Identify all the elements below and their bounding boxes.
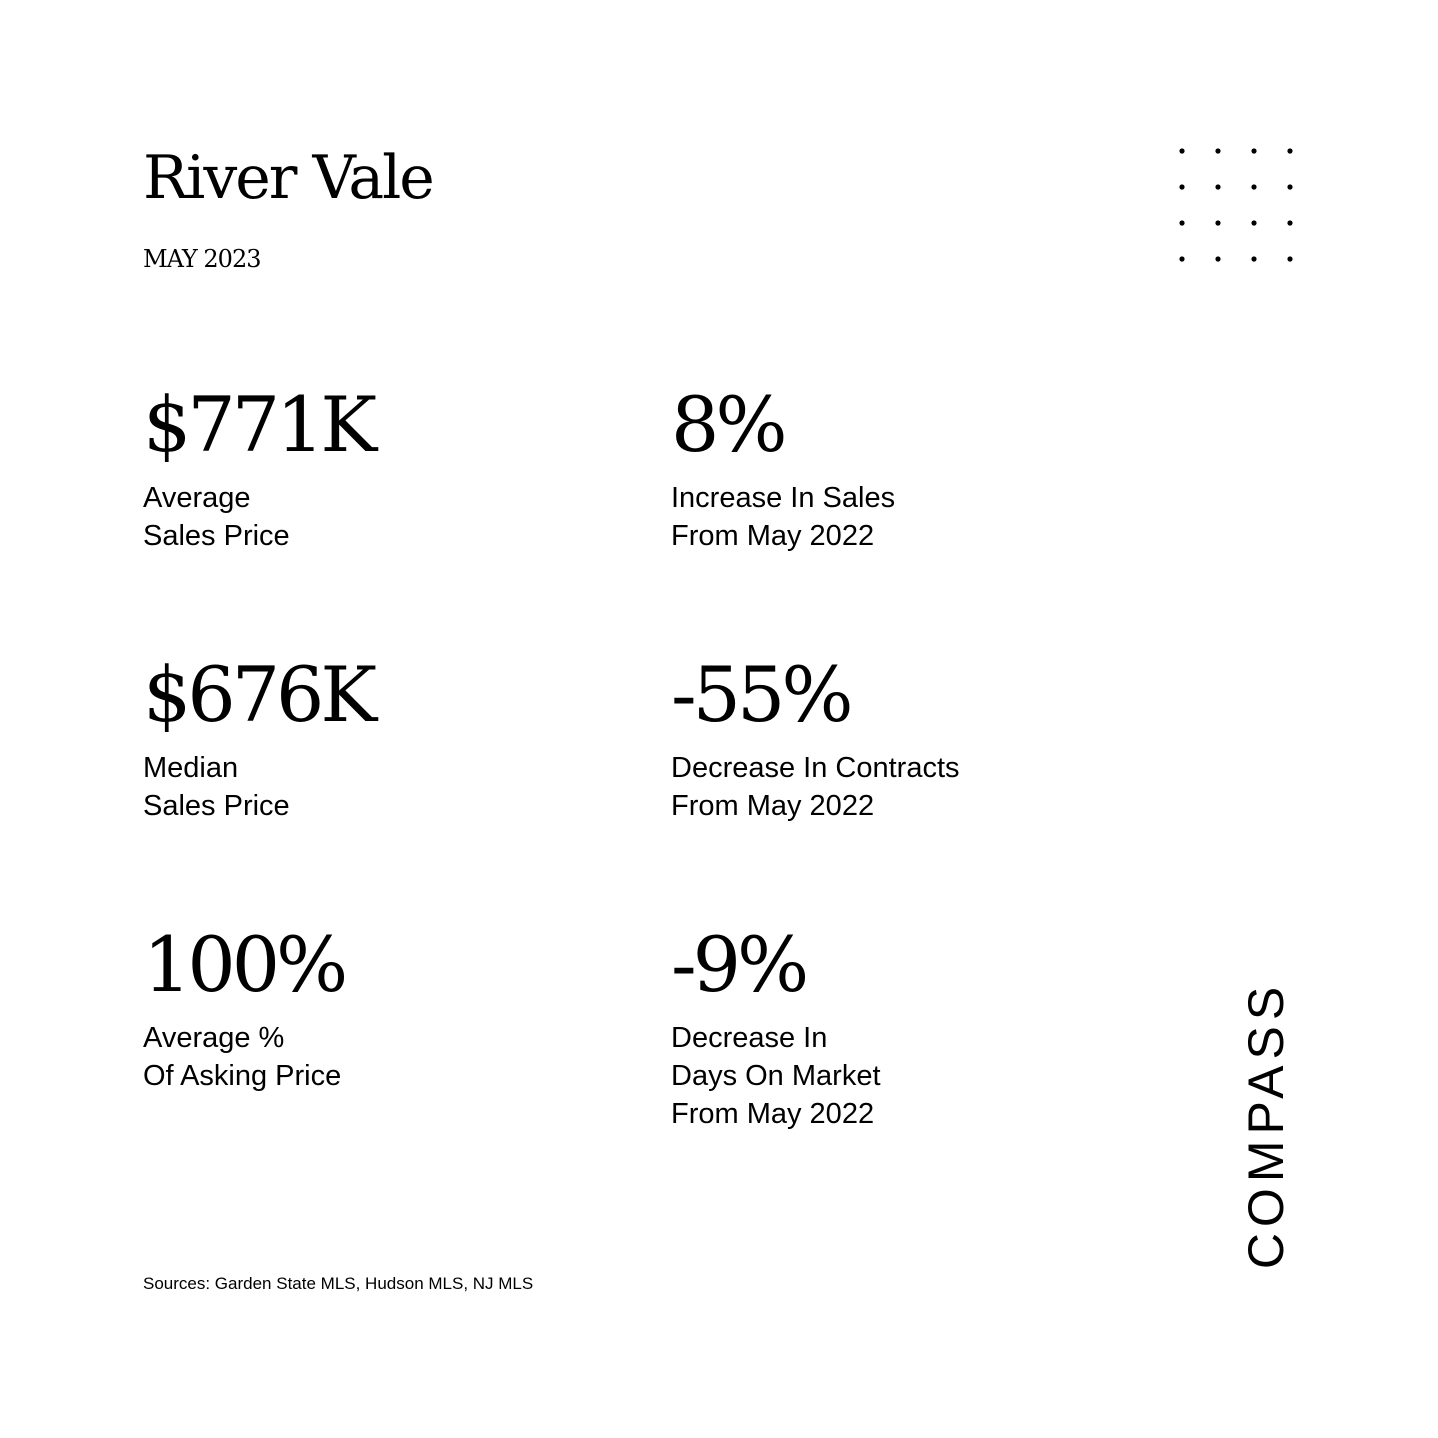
stat-label <box>671 749 960 825</box>
stat-value: -55% <box>671 650 850 739</box>
stat-label-line: Decrease In <box>671 1022 828 1054</box>
stat-label-line: Sales Price <box>143 790 290 822</box>
report-date: MAY 2023 <box>143 245 261 273</box>
stat-label-line: Sales Price <box>143 520 290 552</box>
stat-average-asking-price-percent <box>143 920 345 1095</box>
stat-value: $676K <box>143 650 374 739</box>
stat-label-line: From May 2022 <box>671 520 875 552</box>
stat-sales-change <box>671 380 896 555</box>
stat-label <box>143 479 373 555</box>
stat-label <box>143 749 373 825</box>
stat-days-on-market-change <box>671 920 881 1133</box>
stat-label-line: Increase In Sales <box>671 482 896 514</box>
stat-label <box>671 479 895 555</box>
stat-label <box>671 1019 881 1133</box>
stat-label-line: Median <box>143 752 239 784</box>
stat-label <box>143 1019 344 1095</box>
stat-average-sales-price <box>143 380 374 555</box>
stat-median-sales-price <box>143 650 374 825</box>
stat-label-line: From May 2022 <box>671 1098 875 1130</box>
stat-label-line: Average <box>143 482 251 514</box>
stat-value: 8% <box>671 380 784 469</box>
sources-note: Sources: Garden State MLS, Hudson MLS, NJ MLS <box>143 1274 534 1293</box>
dot-grid-icon <box>1170 140 1302 272</box>
compass-logo-text: COMPASS <box>1238 980 1294 1270</box>
stat-value: $771K <box>143 380 374 469</box>
stat-label-line: Average % <box>143 1022 285 1054</box>
stat-label-line: Decrease In Contracts <box>671 752 960 784</box>
stat-label-line: From May 2022 <box>671 790 875 822</box>
stat-value: -9% <box>671 920 806 1009</box>
stat-label-line: Days On Market <box>671 1060 881 1092</box>
stat-value: 100% <box>143 920 345 1009</box>
page-title: River Vale <box>143 143 433 213</box>
compass-logo <box>1238 955 1294 1295</box>
stat-label-line: Of Asking Price <box>143 1060 342 1092</box>
stat-contracts-change <box>671 650 960 825</box>
